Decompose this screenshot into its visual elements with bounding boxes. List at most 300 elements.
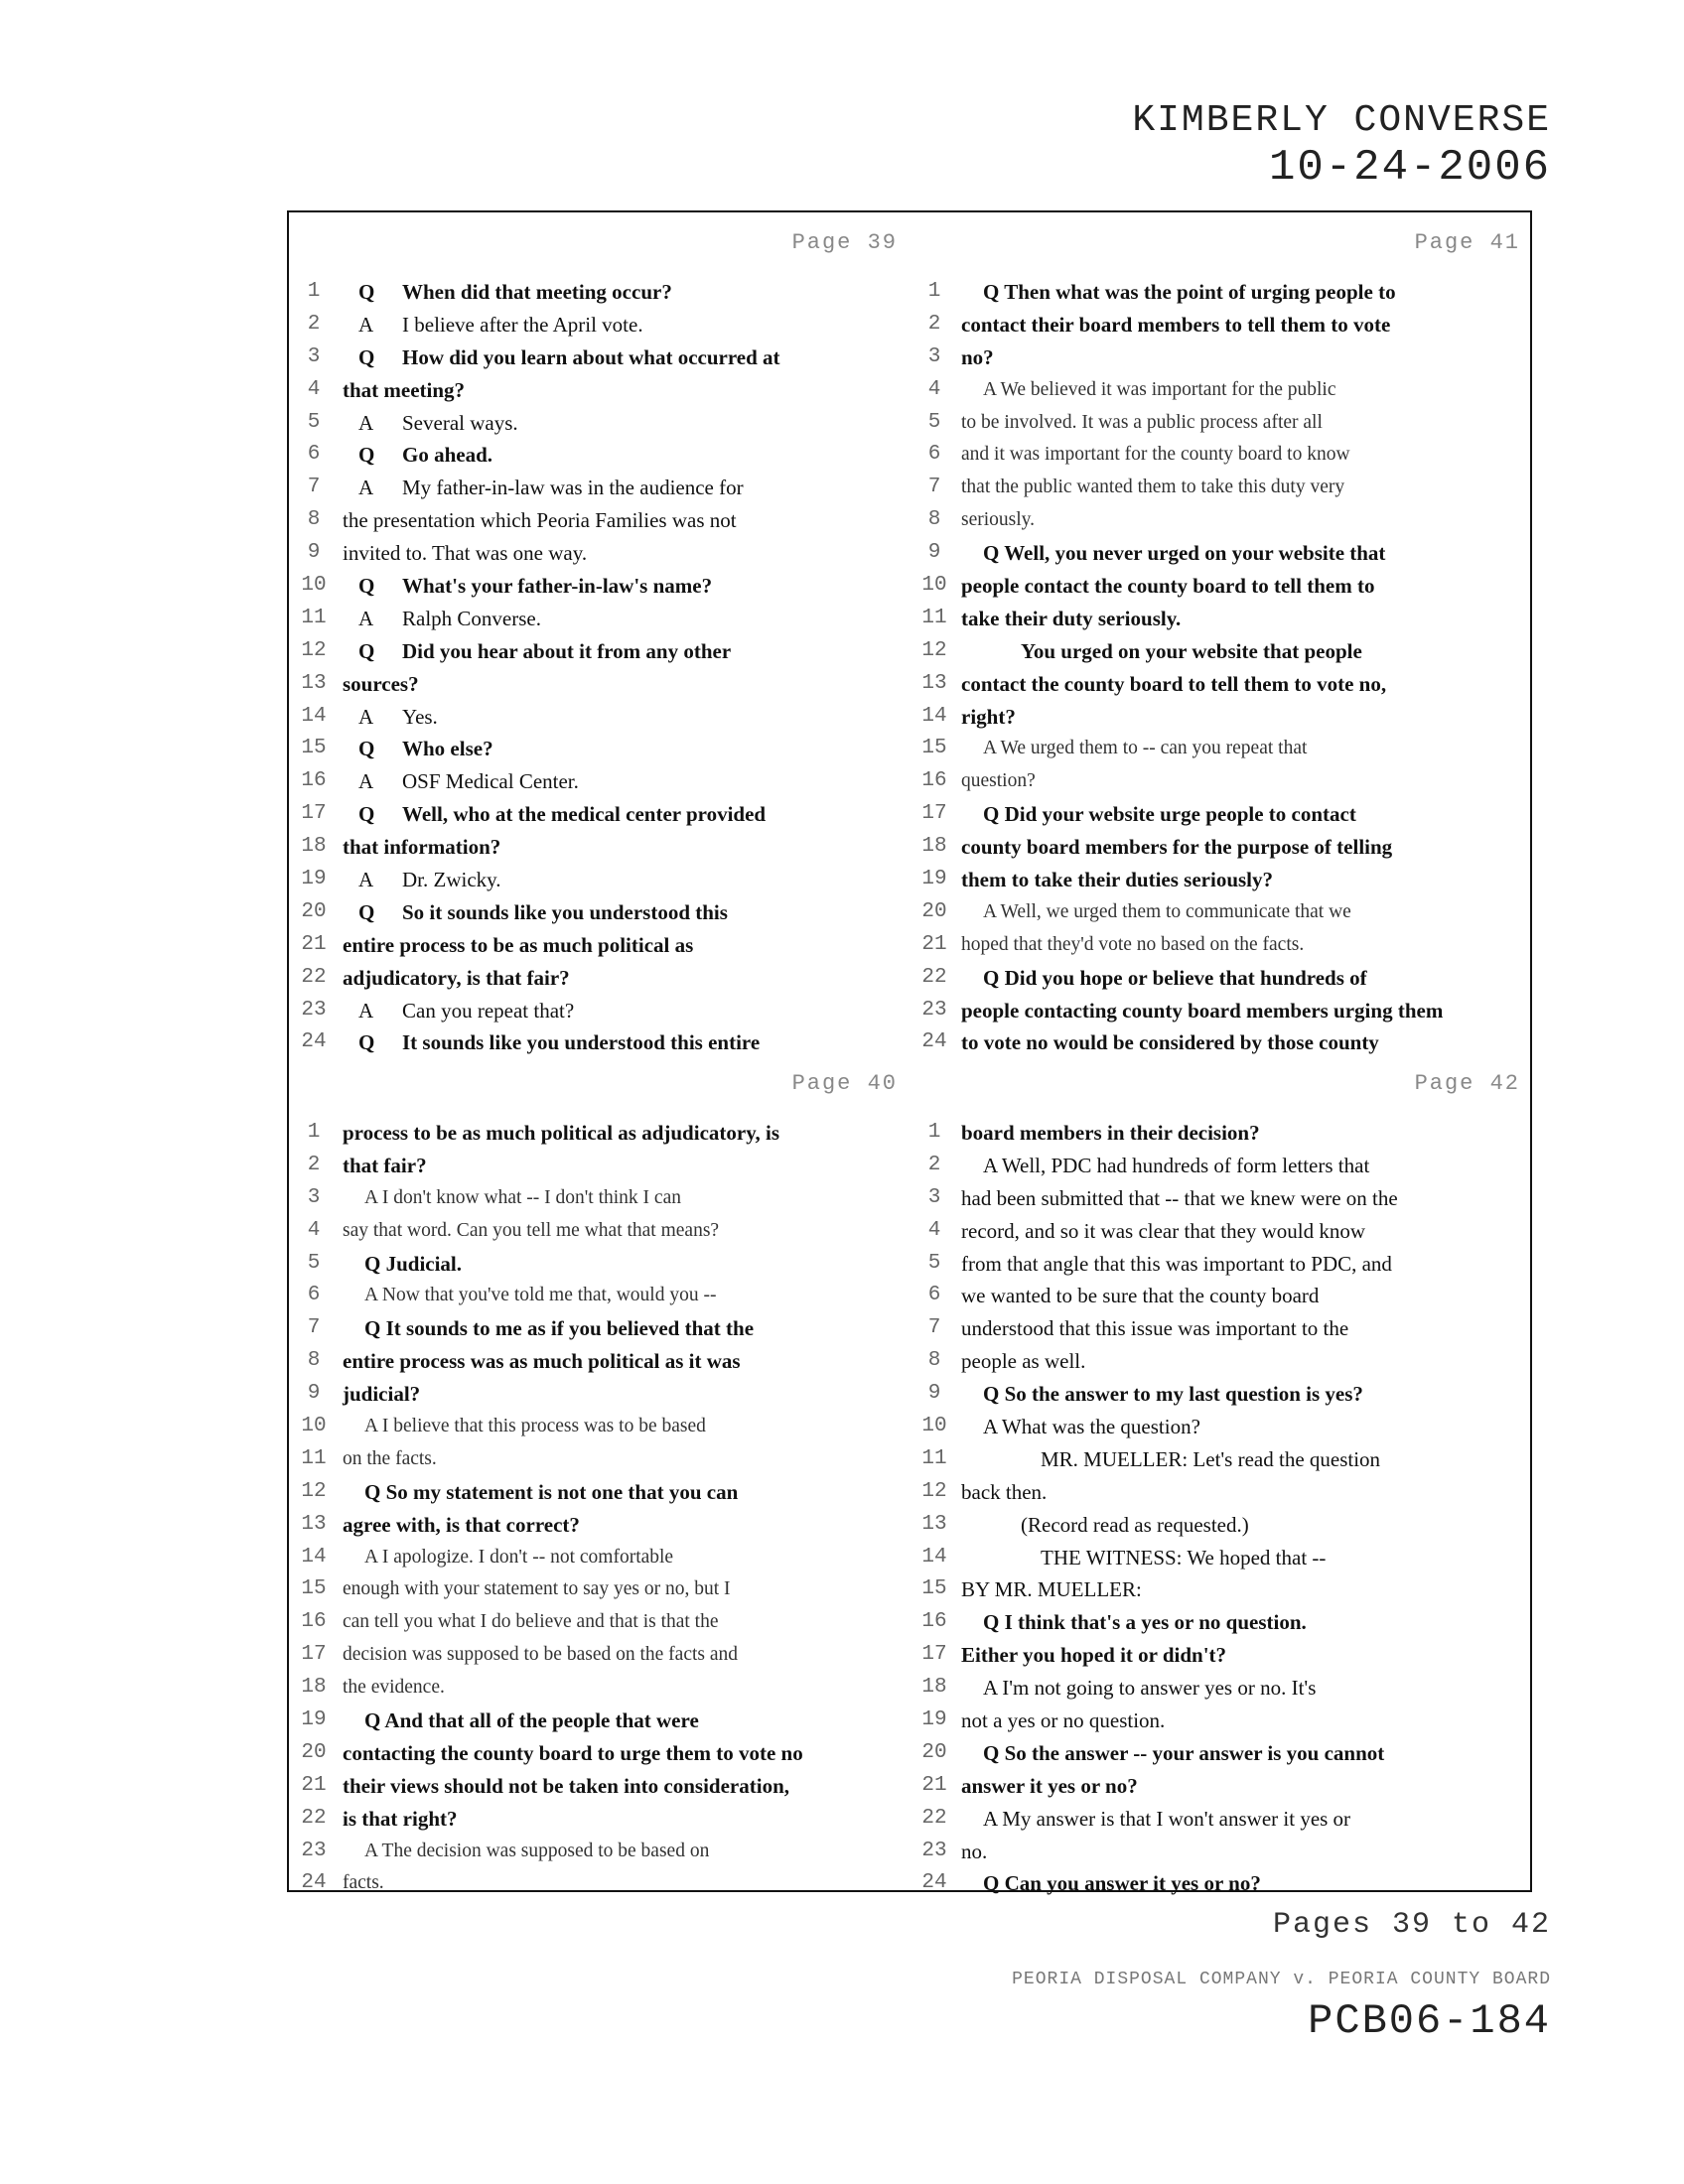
line-text: A I don't know what -- I don't think I can: [364, 1186, 681, 1208]
transcript-line: [289, 1867, 912, 1900]
transcript-line: [289, 864, 912, 896]
transcript-line: [912, 733, 1534, 765]
line-text: Q So the answer to my last question is yes?: [983, 1382, 1363, 1407]
line-text: [343, 701, 438, 734]
line-body: Did you hear about it from any other: [402, 638, 732, 663]
line-text: [343, 896, 728, 929]
transcript-line: [912, 1248, 1534, 1281]
transcript-line: [289, 995, 912, 1027]
line-number: 9: [927, 1382, 941, 1406]
line-number: 12: [921, 638, 947, 662]
line-text: MR. MUELLER: Let's read the question: [1041, 1446, 1381, 1471]
line-number: 13: [921, 671, 947, 695]
line-body: Dr. Zwicky.: [402, 868, 501, 892]
transcript-line: [912, 1737, 1534, 1770]
line-number: 1: [927, 1121, 941, 1144]
line-number: 7: [307, 476, 321, 499]
answer-marker: A: [358, 704, 374, 729]
transcript-line: [289, 1248, 912, 1281]
line-text: county board members for the purpose of telling: [961, 835, 1393, 860]
line-text: [343, 864, 501, 896]
transcript-line: [912, 309, 1534, 341]
transcript-line: [289, 1312, 912, 1345]
line-number: 13: [301, 1512, 327, 1536]
line-text: that fair?: [343, 1153, 427, 1177]
transcript-line: [912, 1836, 1534, 1868]
deposition-date: 10-24-2006: [1268, 143, 1551, 193]
line-number: 3: [307, 344, 321, 368]
transcript-line: [912, 995, 1534, 1027]
line-number: 20: [301, 899, 327, 923]
line-number: 20: [301, 1740, 327, 1764]
line-body: It sounds like you understood this entire: [402, 1030, 761, 1055]
transcript-line: [912, 831, 1534, 864]
line-text: entire process to be as much political as: [343, 932, 694, 957]
line-number: 23: [301, 998, 327, 1022]
line-text: Q Judicial.: [364, 1251, 463, 1276]
transcript-line: [289, 1639, 912, 1672]
line-number: 24: [921, 1030, 947, 1054]
transcript-line: [289, 1378, 912, 1411]
line-text: THE WITNESS: We hoped that --: [1041, 1545, 1327, 1570]
line-number: 22: [301, 965, 327, 989]
page-range: Pages 39 to 42: [1272, 1908, 1551, 1942]
transcript-line: [912, 1476, 1534, 1509]
line-number: 4: [307, 377, 321, 401]
line-text: adjudicatory, is that fair?: [343, 965, 570, 990]
line-text: back then.: [961, 1479, 1048, 1504]
line-body: When did that meeting occur?: [402, 280, 672, 304]
line-text: people contacting county board members urging them: [961, 998, 1444, 1023]
transcript-line: [912, 1705, 1534, 1737]
line-number: 13: [921, 1512, 947, 1536]
line-text: is that right?: [343, 1806, 458, 1831]
line-text: had been submitted that -- that we knew were on the: [961, 1185, 1398, 1210]
case-number: PCB06-184: [1308, 1997, 1551, 2045]
line-number: 16: [921, 769, 947, 793]
transcript-line: [289, 1672, 912, 1705]
line-text: seriously.: [961, 509, 1036, 531]
line-number: 12: [921, 1479, 947, 1503]
line-number: 18: [301, 835, 327, 859]
transcript-line: [912, 1606, 1534, 1639]
line-text: the evidence.: [343, 1677, 445, 1699]
transcript-line: [289, 1280, 912, 1312]
line-text: record, and so it was clear that they would know: [961, 1218, 1366, 1243]
line-body: How did you learn about what occurred at: [402, 344, 780, 369]
line-text: decision was supposed to be based on the facts and: [343, 1644, 739, 1666]
line-text: A Now that you've told me that, would you --: [364, 1285, 717, 1306]
line-text: enough with your statement to say yes or no, but I: [343, 1578, 731, 1600]
line-number: 16: [921, 1610, 947, 1634]
transcript-line: [912, 929, 1534, 962]
transcript-line: [289, 276, 912, 309]
line-number: 5: [307, 410, 321, 434]
transcript-line: [289, 341, 912, 374]
line-number: 8: [927, 508, 941, 532]
line-text: question?: [961, 770, 1036, 792]
line-number: 8: [307, 1349, 321, 1373]
line-number: 21: [301, 1773, 327, 1797]
line-number: 22: [301, 1806, 327, 1830]
transcript-line: [289, 1117, 912, 1150]
line-number: 11: [301, 606, 327, 629]
transcript-line: [289, 765, 912, 798]
line-text: [343, 765, 579, 798]
transcript-line: [912, 1639, 1534, 1672]
transcript-line: [289, 1836, 912, 1868]
line-number: 17: [301, 1643, 327, 1667]
line-number: 17: [921, 1643, 947, 1667]
case-caption: PEORIA DISPOSAL COMPANY v. PEORIA COUNTY BOARD: [1012, 1970, 1551, 1989]
transcript-line: [289, 603, 912, 635]
transcript-line: [912, 635, 1534, 668]
line-body: My father-in-law was in the audience for: [402, 476, 744, 500]
transcript-line: [912, 374, 1534, 407]
line-text: [343, 276, 672, 309]
question-marker: Q: [358, 899, 375, 924]
line-number: 9: [307, 1382, 321, 1406]
line-text: sources?: [343, 671, 419, 696]
transcript-line: [289, 407, 912, 440]
line-number: 23: [921, 998, 947, 1022]
transcript-line: [289, 701, 912, 734]
line-text: people as well.: [961, 1349, 1086, 1374]
line-number: 4: [307, 1218, 321, 1242]
transcript-line: [912, 765, 1534, 798]
transcript-line: [912, 1215, 1534, 1248]
line-text: [343, 309, 643, 341]
line-number: 5: [927, 1251, 941, 1275]
transcript-line: [289, 798, 912, 831]
line-number: 10: [301, 574, 327, 598]
answer-marker: A: [358, 998, 374, 1023]
line-body: I believe after the April vote.: [402, 312, 643, 337]
transcript-line: [289, 1150, 912, 1182]
line-text: Q And that all of the people that were: [364, 1708, 699, 1733]
line-number: 24: [301, 1030, 327, 1054]
transcript-line: [289, 374, 912, 407]
line-text: to vote no would be considered by those county: [961, 1030, 1379, 1055]
page-39-panel: [289, 212, 912, 1053]
line-number: 11: [921, 1446, 947, 1470]
line-number: 21: [921, 1773, 947, 1797]
line-body: Go ahead.: [402, 443, 493, 468]
line-number: 2: [307, 312, 321, 336]
line-text: right?: [961, 704, 1016, 729]
transcript-line: [912, 1378, 1534, 1411]
transcript-line: [289, 1443, 912, 1476]
page-label: Page 41: [1414, 230, 1520, 255]
line-number: 7: [927, 1316, 941, 1340]
line-text: say that word. Can you tell me what that means?: [343, 1219, 720, 1241]
line-text: A We urged them to -- can you repeat that: [983, 738, 1308, 759]
transcript-line: [912, 603, 1534, 635]
line-number: 17: [921, 802, 947, 826]
line-text: on the facts.: [343, 1447, 437, 1469]
line-number: 9: [307, 541, 321, 565]
line-number: 19: [301, 868, 327, 891]
transcript-line: [912, 537, 1534, 570]
line-number: 7: [927, 476, 941, 499]
line-text: answer it yes or no?: [961, 1773, 1138, 1798]
line-number: 3: [307, 1185, 321, 1209]
line-number: 2: [927, 312, 941, 336]
page-lines: [289, 276, 912, 1059]
transcript-line: [289, 1606, 912, 1639]
transcript-line: [912, 341, 1534, 374]
question-marker: Q: [358, 344, 375, 369]
line-text: and it was important for the county board to know: [961, 444, 1350, 466]
line-text: Q Can you answer it yes or no?: [983, 1871, 1261, 1896]
question-marker: Q: [358, 574, 375, 599]
line-text: (Record read as requested.): [1021, 1512, 1249, 1537]
line-text: the presentation which Peoria Families was not: [343, 508, 737, 533]
line-text: take their duty seriously.: [961, 606, 1182, 630]
line-number: 16: [301, 769, 327, 793]
transcript-line: [289, 896, 912, 929]
line-number: 22: [921, 1806, 947, 1830]
answer-marker: A: [358, 868, 374, 892]
line-number: 17: [301, 802, 327, 826]
transcript-line: [289, 1182, 912, 1215]
line-text: process to be as much political as adjudicatory, is: [343, 1121, 780, 1145]
line-text: no.: [961, 1839, 988, 1863]
answer-marker: A: [358, 312, 374, 337]
transcript-line: [289, 668, 912, 701]
line-number: 13: [301, 671, 327, 695]
line-number: 14: [301, 1545, 327, 1569]
line-text: judicial?: [343, 1382, 421, 1407]
transcript-line: [289, 1476, 912, 1509]
line-number: 7: [307, 1316, 321, 1340]
line-text: [343, 733, 493, 765]
transcript-line: [912, 962, 1534, 995]
line-text: A Well, we urged them to communicate that we: [983, 900, 1351, 922]
question-marker: Q: [358, 280, 375, 304]
line-number: 6: [927, 443, 941, 467]
line-number: 12: [301, 638, 327, 662]
transcript-line: [912, 1867, 1534, 1900]
line-text: that the public wanted them to take this duty very: [961, 477, 1345, 498]
line-body: OSF Medical Center.: [402, 769, 579, 794]
question-marker: Q: [358, 443, 375, 468]
line-text: [343, 341, 780, 374]
page-lines: [912, 276, 1534, 1059]
line-text: A Well, PDC had hundreds of form letters that: [983, 1153, 1370, 1177]
line-text: [343, 635, 731, 668]
transcript-line: [912, 1150, 1534, 1182]
line-body: What's your father-in-law's name?: [402, 574, 713, 599]
line-number: 2: [927, 1153, 941, 1176]
line-text: facts.: [343, 1872, 384, 1894]
transcript-line: [289, 962, 912, 995]
transcript-line: [912, 1411, 1534, 1443]
transcript-line: [912, 1312, 1534, 1345]
transcript-line: [289, 1411, 912, 1443]
line-text: board members in their decision?: [961, 1121, 1260, 1145]
line-body: Yes.: [402, 704, 438, 729]
line-text: to be involved. It was a public process after all: [961, 411, 1323, 433]
page-lines: [912, 1117, 1534, 1900]
transcript-line: [289, 309, 912, 341]
line-text: BY MR. MUELLER:: [961, 1577, 1142, 1602]
page-label: Page 42: [1414, 1071, 1520, 1096]
transcript-line: [289, 537, 912, 570]
line-text: Q Did your website urge people to contact: [983, 802, 1356, 827]
line-number: 1: [307, 280, 321, 303]
transcript-line: [912, 1280, 1534, 1312]
transcript-line: [912, 1770, 1534, 1803]
line-text: their views should not be taken into consideration,: [343, 1773, 789, 1798]
line-text: contact the county board to tell them to vote no,: [961, 671, 1387, 696]
line-text: understood that this issue was important to the: [961, 1316, 1349, 1341]
line-number: 12: [301, 1479, 327, 1503]
line-text: no?: [961, 344, 994, 369]
transcript-line: [289, 1215, 912, 1248]
transcript-line: [289, 831, 912, 864]
transcript-line: [289, 1542, 912, 1574]
line-text: A I believe that this process was to be based: [364, 1416, 706, 1437]
line-number: 1: [927, 280, 941, 303]
transcript-line: [912, 472, 1534, 504]
line-number: 15: [301, 1577, 327, 1601]
line-text: [343, 439, 492, 472]
transcript-line: [289, 472, 912, 504]
line-number: 15: [921, 1577, 947, 1601]
transcript-line: [912, 570, 1534, 603]
line-body: Well, who at the medical center provided: [402, 802, 767, 827]
line-number: 18: [921, 1676, 947, 1700]
line-number: 16: [301, 1610, 327, 1634]
line-number: 14: [301, 704, 327, 728]
line-number: 10: [921, 574, 947, 598]
line-body: Ralph Converse.: [402, 606, 541, 630]
line-number: 19: [301, 1708, 327, 1732]
line-text: Q Did you hope or believe that hundreds of: [983, 965, 1367, 990]
page-label: Page 40: [791, 1071, 898, 1096]
line-text: [343, 570, 712, 603]
line-text: A I apologize. I don't -- not comfortable: [364, 1546, 674, 1568]
transcript-line: [912, 1573, 1534, 1606]
transcript-line: [289, 1705, 912, 1737]
transcript-line: [912, 276, 1534, 309]
line-text: Q So my statement is not one that you can: [364, 1479, 739, 1504]
question-marker: Q: [358, 1030, 375, 1055]
line-number: 11: [301, 1446, 327, 1470]
line-number: 24: [921, 1871, 947, 1895]
line-number: 5: [307, 1251, 321, 1275]
line-number: 18: [921, 835, 947, 859]
line-number: 19: [921, 868, 947, 891]
line-number: 21: [301, 932, 327, 956]
answer-marker: A: [358, 410, 374, 435]
transcript-line: [912, 504, 1534, 537]
page-lines: [289, 1117, 912, 1900]
page-40-panel: [289, 1053, 912, 1894]
question-marker: Q: [358, 638, 375, 663]
line-text: You urged on your website that people: [1021, 638, 1362, 663]
transcript-line: [912, 668, 1534, 701]
line-text: A My answer is that I won't answer it yes or: [983, 1806, 1351, 1831]
page-label: Page 39: [791, 230, 898, 255]
line-number: 15: [301, 737, 327, 760]
line-text: Q It sounds to me as if you believed that the: [364, 1316, 755, 1341]
transcript-line: [912, 1542, 1534, 1574]
transcript-line: [912, 798, 1534, 831]
line-number: 22: [921, 965, 947, 989]
line-text: that meeting?: [343, 377, 466, 402]
line-text: Q So the answer -- your answer is you cannot: [983, 1740, 1385, 1765]
line-text: contact their board members to tell them to vote: [961, 312, 1391, 337]
line-text: Q Well, you never urged on your website that: [983, 541, 1386, 566]
line-text: invited to. That was one way.: [343, 541, 588, 566]
line-text: A What was the question?: [983, 1415, 1200, 1439]
transcript-line: [912, 1443, 1534, 1476]
transcript-line: [289, 1573, 912, 1606]
line-number: 9: [927, 541, 941, 565]
line-number: 5: [927, 410, 941, 434]
line-number: 19: [921, 1708, 947, 1732]
line-text: A The decision was supposed to be based on: [364, 1840, 710, 1861]
line-text: [343, 995, 574, 1027]
line-number: 6: [307, 443, 321, 467]
line-text: Q Then what was the point of urging people to: [983, 280, 1396, 304]
transcript-line: [289, 635, 912, 668]
line-number: 15: [921, 737, 947, 760]
transcript-line: [912, 407, 1534, 440]
transcript-line: [912, 864, 1534, 896]
line-number: 8: [927, 1349, 941, 1373]
page-41-panel: [912, 212, 1534, 1053]
line-number: 3: [927, 344, 941, 368]
line-number: 14: [921, 1545, 947, 1569]
line-text: A We believed it was important for the public: [983, 378, 1336, 400]
answer-marker: A: [358, 769, 374, 794]
line-text: Q I think that's a yes or no question.: [983, 1610, 1307, 1635]
transcript-line: [912, 1672, 1534, 1705]
line-number: 10: [301, 1415, 327, 1438]
line-number: 23: [921, 1839, 947, 1862]
line-number: 2: [307, 1153, 321, 1176]
transcript-line: [289, 504, 912, 537]
line-number: 21: [921, 932, 947, 956]
transcript-line: [912, 1509, 1534, 1542]
transcript-line: [912, 1117, 1534, 1150]
line-number: 10: [921, 1415, 947, 1438]
line-text: from that angle that this was important to PDC, and: [961, 1251, 1392, 1276]
transcript-line: [289, 1803, 912, 1836]
transcript-line: [912, 896, 1534, 929]
line-number: 4: [927, 377, 941, 401]
answer-marker: A: [358, 476, 374, 500]
line-text: [343, 472, 744, 504]
deponent-name: KIMBERLY CONVERSE: [1132, 99, 1551, 142]
line-text: hoped that they'd vote no based on the facts.: [961, 933, 1305, 955]
line-number: 14: [921, 704, 947, 728]
transcript-line: [912, 439, 1534, 472]
transcript-line: [289, 929, 912, 962]
transcript-line: [289, 1737, 912, 1770]
transcript-line: [912, 1182, 1534, 1215]
line-text: [343, 603, 541, 635]
transcript-line: [912, 1803, 1534, 1836]
answer-marker: A: [358, 606, 374, 630]
line-text: not a yes or no question.: [961, 1708, 1166, 1733]
transcript-line: [289, 733, 912, 765]
line-number: 3: [927, 1185, 941, 1209]
line-text: agree with, is that correct?: [343, 1512, 580, 1537]
